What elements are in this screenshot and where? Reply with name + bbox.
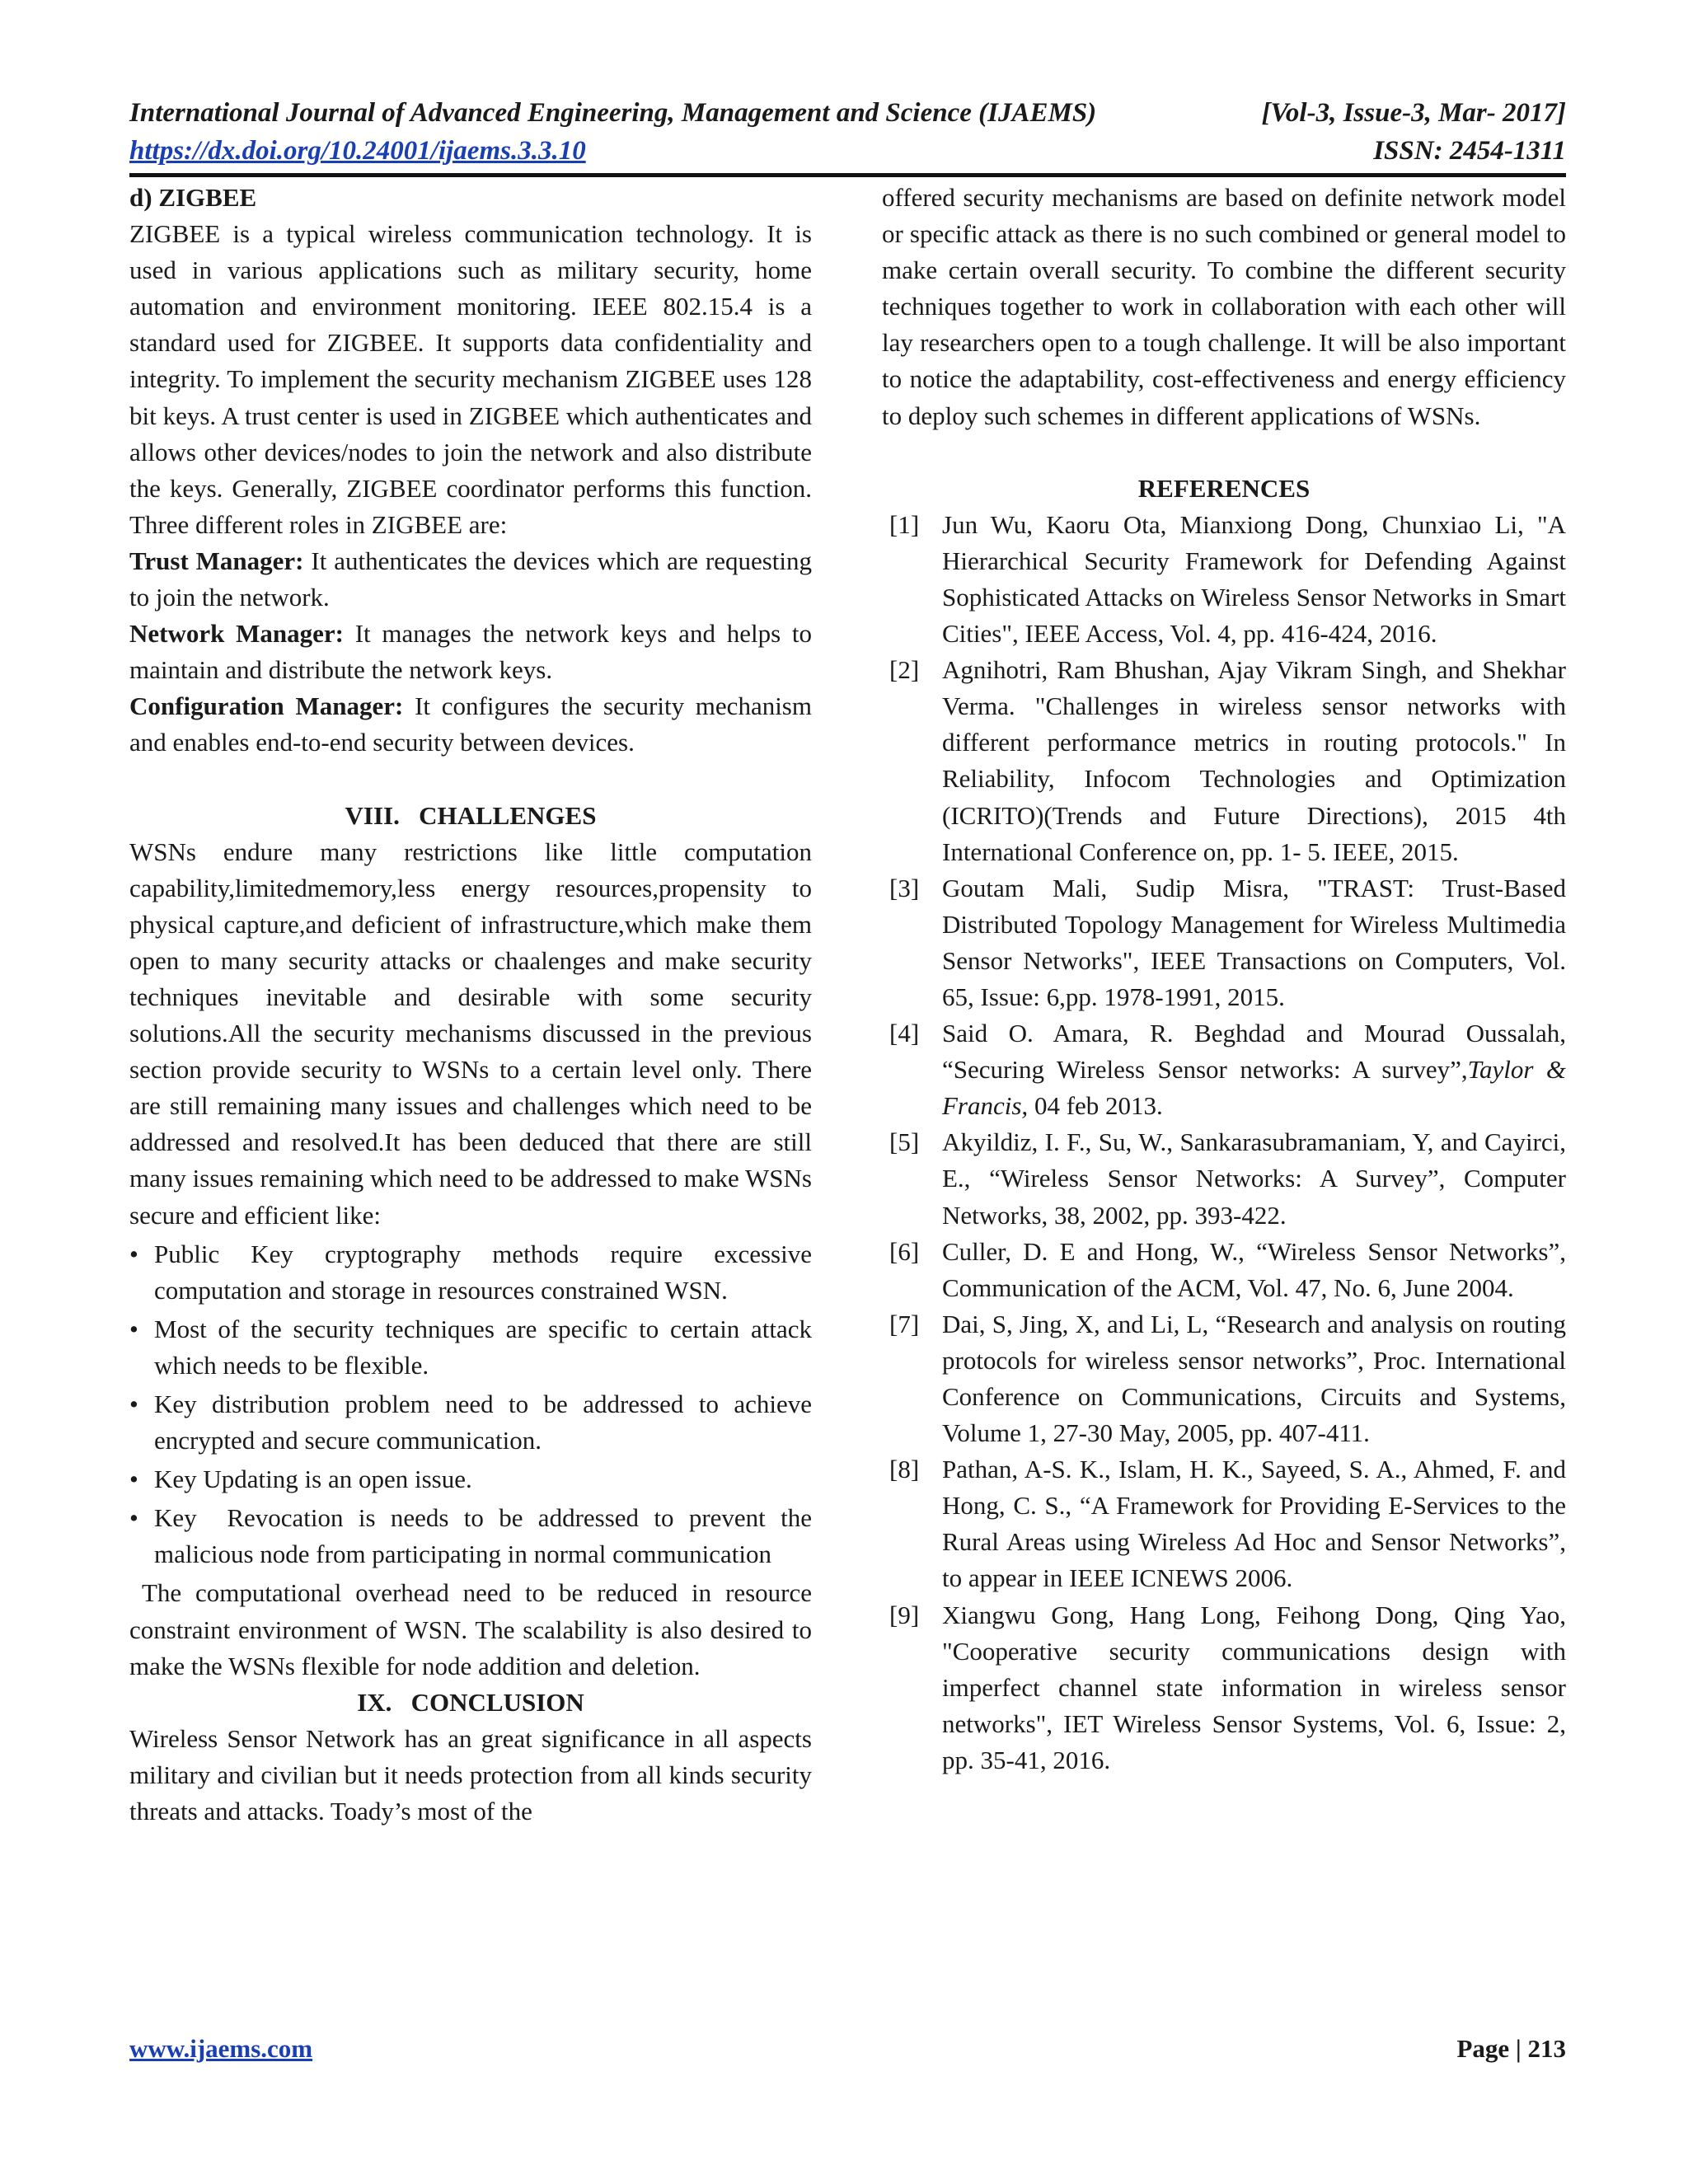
challenges-paragraph: WSNs endure many restrictions like little computation capability,limitedmemory,less energy resources,propensity to physical capture,and deficient of infrastructure,which make them open to many security attacks or chaalenges and make security techniques inevitable and desirable with some security solutions.All the security mechanisms discussed in the previous section provide security to WSNs to a certain level only. There are still remaining many issues and challenges which need to be addressed and resolved.It has been deduced that there are still many issues remaining which need to be addressed to make WSNs secure and efficient like:	[129, 837, 837, 1230]
list-item: • Key Revocation is needs to be addressed to prevent the malicious node from participating in normal communication	[129, 1500, 812, 1572]
reference-number: [2]	[889, 655, 920, 685]
reference-number: [4]	[889, 1019, 920, 1048]
reference-number: [9]	[889, 1600, 920, 1629]
reference-number: [6]	[889, 1236, 920, 1266]
zigbee-heading: d) ZIGBEE	[129, 183, 257, 212]
right-column	[882, 180, 1566, 1779]
reference-number: [1]	[889, 509, 920, 539]
role-text: It configures the security mechanism and enables end-to-end security between devices.	[129, 691, 812, 757]
role-label: Network Manager:	[129, 619, 344, 649]
reference-number: [5]	[889, 1127, 920, 1157]
reference-date: 04 feb 2013.	[1028, 1091, 1163, 1121]
role-label: Configuration Manager:	[129, 691, 404, 721]
reference-text: Dai, S, Jing, X, and Li, L, “Research and analysis on routing protocols for wireless sensor networks”, Proc. International Conference on Communications, Circuits and Systems, Volume 1, 27-30 May, 2005, pp. 407-411.	[942, 1309, 1566, 1448]
challenges-heading: VIII. CHALLENGES	[345, 800, 597, 830]
role-text: It authenticates the devices which are requesting to join the network.	[129, 546, 812, 612]
role-text: It manages the network keys and helps to maintain and distribute the network keys.	[129, 619, 813, 685]
doi-link[interactable]: https://dx.doi.org/10.24001/ijaems.3.3.10	[129, 136, 586, 166]
reference-number: [7]	[889, 1309, 920, 1338]
reference-item	[882, 1306, 1566, 1451]
reference-text: Goutam Mali, Sudip Misra, "TRAST: Trust-Based Distributed Topology Management for Wireless Multimedia Sensor Networks", IEEE Transactions on Computers, Vol. 65, Issue: 6,pp. 1978-1991, 2015.	[942, 873, 1566, 1011]
reference-item	[882, 1015, 1566, 1124]
conclusion-paragraph-continued: offered security mechanisms are based on definite network model or specific attack as there is no such combined or general model to make certain overall security. To combine the different security techniques together to work in collaboration with each other will lay researchers open to a tough challenge. It will be also important to notice the adaptability, cost-effectiveness and energy efficiency to deploy such schemes in different applications of WSNs.	[882, 183, 1566, 430]
reference-item	[882, 1451, 1566, 1596]
challenges-list	[129, 1236, 818, 1573]
volume-issue: [Vol-3, Issue-3, Mar- 2017]	[1261, 98, 1566, 128]
reference-item	[882, 1124, 1566, 1233]
reference-number: [3]	[889, 873, 920, 902]
left-column	[129, 180, 837, 1830]
role-label: Trust Manager:	[129, 546, 304, 575]
role-trust-manager	[129, 543, 812, 616]
zigbee-paragraph: ZIGBEE is a typical wireless communication technology. It is used in various applications such as military security, home automation and environment monitoring. IEEE 802.15.4 is a standard used for ZIGBEE. It supports data confidentiality and integrity. To implement the security mechanism ZIGBEE uses 128 bit keys. A trust center is used in ZIGBEE which authenticates and allows other devices/nodes to join the network and also distribute the keys. Generally, ZIGBEE coordinator performs this function. Three different roles in ZIGBEE are:	[129, 219, 812, 539]
issn: ISSN: 2454-1311	[1373, 136, 1566, 166]
reference-publisher: Taylor & Francis,	[942, 1055, 1566, 1121]
list-item: • Public Key cryptography methods require excessive computation and storage in resources constrained WSN.	[129, 1236, 812, 1309]
website-link[interactable]: www.ijaems.com	[129, 2034, 313, 2063]
reference-number: [8]	[889, 1455, 920, 1484]
conclusion-paragraph: Wireless Sensor Network has an great significance in all aspects military and civilian but it needs protection from all kinds security threats and attacks. Toady’s most of the	[129, 1723, 812, 1826]
reference-text: Xiangwu Gong, Hang Long, Feihong Dong, Qing Yao, "Cooperative security communications design with imperfect channel state information in wireless sensor networks", IET Wireless Sensor Systems, Vol. 6, Issue: 2, pp. 35-41, 2016.	[942, 1600, 1566, 1774]
header-rule	[129, 173, 1566, 177]
challenges-closing-paragraph: The computational overhead need to be reduced in resource constraint environment of WSN. The scalability is also desired to make the WSNs flexible for node addition and deletion.	[129, 1578, 812, 1680]
reference-text: Jun Wu, Kaoru Ota, Mianxiong Dong, Chunxiao Li, "A Hierarchical Security Framework for Defending Against Sophisticated Attacks on Wireless Sensor Networks in Smart Cities", IEEE Access, Vol. 4, pp. 416-424, 2016.	[942, 509, 1566, 649]
reference-text: Pathan, A-S. K., Islam, H. K., Sayeed, S. A., Ahmed, F. and Hong, C. S., “A Framework for Providing E-Services to the Rural Areas using Wireless Ad Hoc and Sensor Networks”, to appear in IEEE ICNEWS 2006.	[942, 1455, 1566, 1593]
list-item: • Most of the security techniques are specific to certain attack which needs to be flexible.	[129, 1311, 812, 1384]
reference-text: Agnihotri, Ram Bhushan, Ajay Vikram Singh, and Shekhar Verma. "Challenges in wireless sensor networks with different performance metrics in routing protocols." In Reliability, Infocom Technologies and Optimization (ICRITO)(Trends and Future Directions), 2015 4th International Conference on, pp. 1- 5. IEEE, 2015.	[942, 655, 1566, 866]
reference-item	[882, 1234, 1566, 1306]
references-heading: REFERENCES	[1137, 473, 1311, 503]
reference-text: Akyildiz, I. F., Su, W., Sankarasubramaniam, Y, and Cayirci, E., “Wireless Sensor Networks: A Survey”, Computer Networks, 38, 2002, pp. 393-422.	[942, 1127, 1566, 1230]
role-configuration-manager	[129, 688, 812, 761]
reference-item	[882, 1597, 1566, 1779]
reference-item	[882, 870, 1566, 1015]
conclusion-heading: IX. CONCLUSION	[357, 1687, 584, 1717]
role-network-manager	[129, 616, 812, 688]
reference-item	[882, 507, 1566, 652]
reference-text: Said O. Amara, R. Beghdad and Mourad Oussalah, “Securing Wireless Sensor networks: A survey”,	[942, 1019, 1566, 1085]
list-item: • Key distribution problem need to be addressed to achieve encrypted and secure communication.	[129, 1386, 812, 1459]
journal-title: International Journal of Advanced Engineering, Management and Science (IJAEMS)	[129, 98, 1097, 128]
reference-list	[882, 507, 1566, 1779]
reference-item	[882, 652, 1566, 870]
page-number: Page | 213	[1456, 2034, 1566, 2063]
list-item: • Key Updating is an open issue.	[129, 1461, 812, 1497]
reference-text: Culler, D. E and Hong, W., “Wireless Sensor Networks”, Communication of the ACM, Vol. 47, No. 6, June 2004.	[942, 1236, 1566, 1302]
